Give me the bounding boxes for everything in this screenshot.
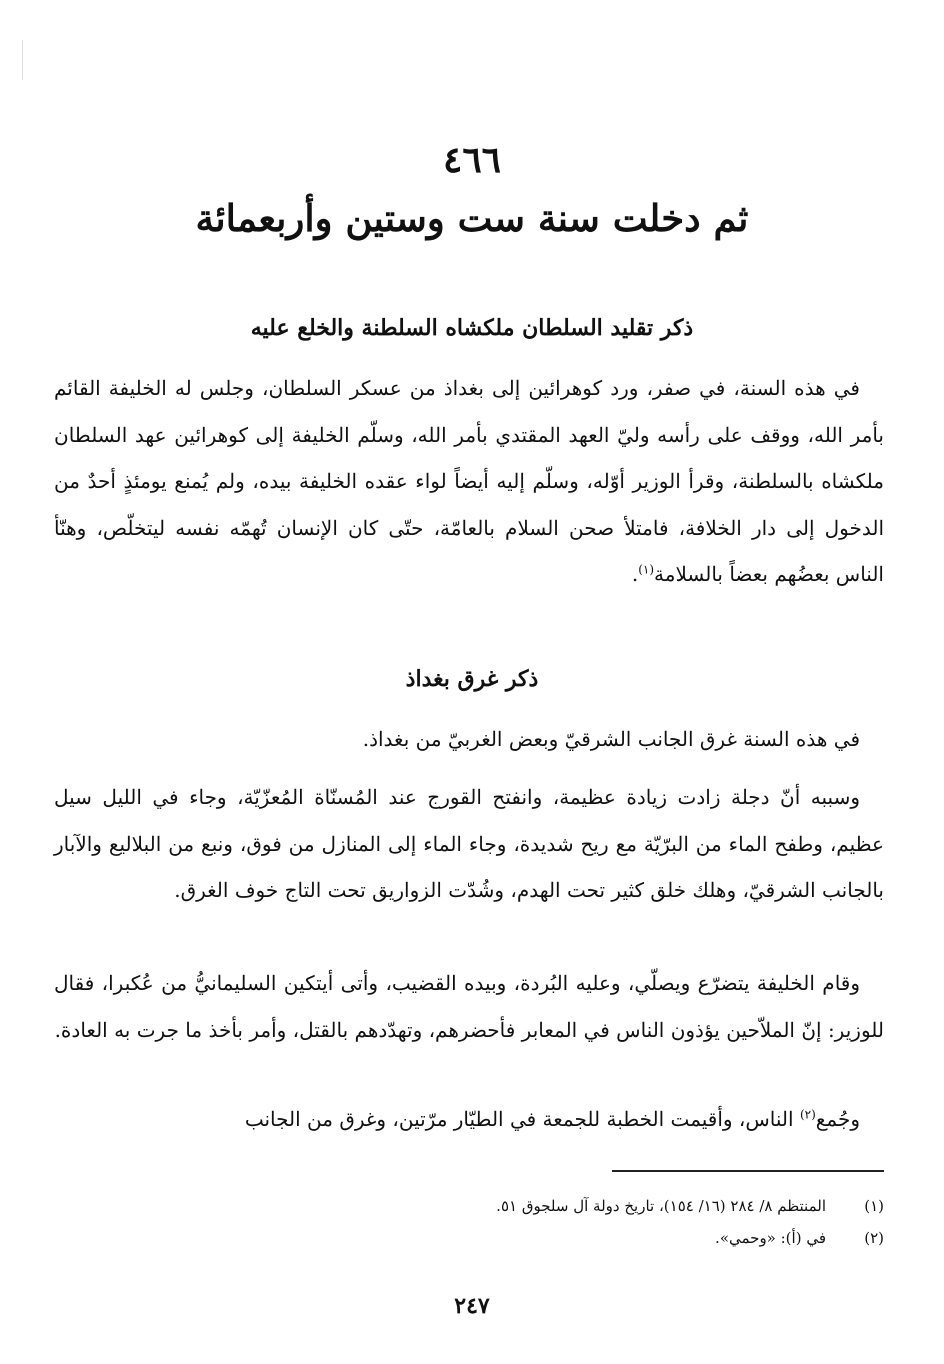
- footnote-divider: [612, 1170, 884, 1172]
- paragraph-friday-sermon: [54, 1096, 884, 1143]
- paragraph-flood-intro: [54, 716, 884, 763]
- section-heading-sultan-malikshah: ذكر تقليد السلطان ملكشاه السلطنة والخلع عليه: [250, 315, 694, 341]
- scan-margin-mark: [22, 40, 23, 80]
- footnote-number: (١): [864, 1197, 884, 1215]
- section-heading-baghdad-flood: ذكر غرق بغداذ: [405, 666, 539, 692]
- footnote-ref-2: (٢): [799, 1107, 816, 1122]
- footnote-ref-1: (١): [638, 562, 655, 577]
- paragraph-text: وسببه أنّ دجلة زادت زيادة عظيمة، وانفتح القورج عند المُسنّاة المُعزّيّة، وجاء في الليل سيل عظيم، وطفح الماء من البرّيّة مع ريح شديدة، وجاء الماء إلى المنازل من فوق، ونبع من البلاليع والآبار بالجانب الشرقيّ، وهلك خلق كثير تحت الهدم، وشُدّت الزواريق تحت التاج خوف الغرق.: [54, 785, 884, 902]
- footnote-text: المنتظم ٨/ ٢٨٤ (١٦/ ١٥٤)، تاريخ دولة آل سلجوق ٥١.: [496, 1197, 826, 1215]
- paragraph-tail: الناس، وأقيمت الخطبة للجمعة في الطيّار مرّتين، وغرق من الجانب: [244, 1107, 800, 1131]
- paragraph-caliph-prayer: [54, 960, 884, 1053]
- paragraph-tail: .: [631, 562, 639, 586]
- paragraph-sultan-malikshah: [54, 365, 884, 598]
- paragraph-flood-cause: [54, 774, 884, 914]
- footnote-2: [54, 1222, 884, 1254]
- page-number: ٢٤٧: [454, 1293, 490, 1319]
- paragraph-text: في هذه السنة، في صفر، ورد كوهرائين إلى بغداذ من عسكر السلطان، وجلس له الخليفة القائم بأمر الله، ووقف على رأسه وليّ العهد المقتدي بأمر الله، وسلّم الخليفة إلى كوهرائين عهد السلطان ملكشاه بالسلطنة، وقرأ الوزير أوّله، وسلّم إليه أيضاً لواء عقده الخليفة بيده، ولم يُمنع يومئذٍ أحدٌ من الدخول إلى دار الخلافة، فامتلأ صحن السلام بالعامّة، حتّى كان الإنسان تُهمّه نفسه ليتخلّص، وهنّأ الناس بعضُهم بعضاً بالسلامة: [54, 376, 884, 586]
- footnotes: [54, 1190, 884, 1254]
- footnote-number: (٢): [864, 1229, 884, 1247]
- footnote-text: في (أ): «وحمي».: [715, 1229, 826, 1247]
- year-title: ثم دخلت سنة ست وستين وأربعمائة: [195, 196, 749, 240]
- paragraph-text: في هذه السنة غرق الجانب الشرقيّ وبعض الغربيّ من بغداذ.: [362, 727, 860, 751]
- paragraph-text: وقام الخليفة يتضرّع ويصلّي، وعليه البُردة، وبيده القضيب، وأتى أيتكين السليمانيُّ من عُكبرا، فقال للوزير: إنّ الملاّحين يؤذون الناس في المعابر فأحضرهم، وتهدّدهم بالقتل، وأمر بأخذ ما جرت به العادة.: [54, 971, 884, 1042]
- year-number: ٤٦٦: [442, 139, 501, 181]
- paragraph-text: وجُمع: [815, 1107, 860, 1131]
- footnote-1: [54, 1190, 884, 1222]
